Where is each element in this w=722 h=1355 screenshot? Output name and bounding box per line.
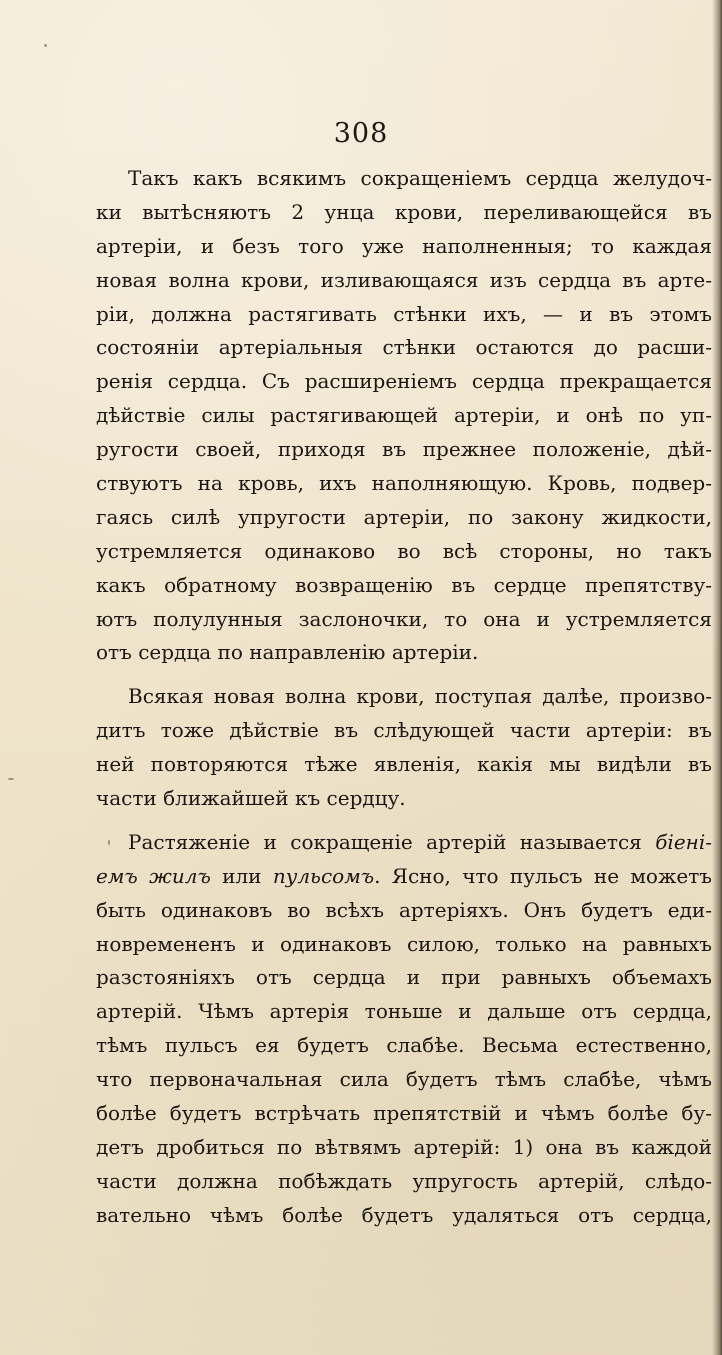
paper-speck <box>8 778 14 780</box>
page-number: 308 <box>333 118 389 149</box>
paper-speck <box>44 44 47 47</box>
text-line <box>96 860 712 894</box>
text-line <box>96 826 712 860</box>
text-line: новремененъ и одинаковъ силою, только на равныхъ <box>96 931 712 956</box>
text-line: состоянiи артерiальныя стѣнки остаются до расши- <box>96 335 712 360</box>
text-line: устремляется одинаково во всѣ стороны, но такъ <box>96 538 712 563</box>
text-line: ней повторяются тѣже явленiя, какiя мы видѣли въ <box>96 752 712 777</box>
paragraph <box>96 162 712 670</box>
paragraph <box>96 680 712 816</box>
text-line: дитъ тоже дѣйствiе въ слѣдующей части артерiи: въ <box>96 718 712 743</box>
text-line: новая волна крови, изливающаяся изъ сердца въ арте- <box>96 267 712 292</box>
paragraph-gap <box>96 816 712 826</box>
text-line: болѣе будетъ встрѣчать препятствiй и чѣмъ болѣе бу- <box>96 1101 712 1126</box>
text-line: Всякая новая волна крови, поступая далѣе, произво- <box>128 684 712 709</box>
text-span: . Ясно, что пульсъ не можетъ <box>374 863 712 888</box>
italic-term: бiенi- <box>655 829 712 854</box>
text-line: части должна побѣждать упругость артерiй, слѣдо- <box>96 1168 712 1193</box>
text-line: дѣйствiе силы растягивающей артерiи, и онѣ по уп- <box>96 403 712 428</box>
text-line: что первоначальная сила будетъ тѣмъ слабѣе, чѣмъ <box>96 1067 712 1092</box>
body-text <box>96 162 712 1233</box>
text-line: какъ обратному возвращенiю въ сердце препятству- <box>96 572 712 597</box>
text-line: ругости своей, приходя въ прежнее положенiе, дѣй- <box>96 437 712 462</box>
text-line: ки вытѣсняютъ 2 унца крови, переливающейся въ <box>96 199 712 224</box>
text-line: ренiя сердца. Съ расширенiемъ сердца прекращается <box>96 369 712 394</box>
text-span: Растяженiе и сокращенiе артерiй называется <box>128 829 656 854</box>
italic-term: емъ жилъ <box>96 863 211 888</box>
text-line: артерiи, и безъ того уже наполненныя; то каждая <box>96 233 712 258</box>
paragraph-gap <box>96 670 712 680</box>
text-line: вательно чѣмъ болѣе будетъ удаляться отъ сердца, <box>96 1202 712 1227</box>
text-line: Такъ какъ всякимъ сокращенiемъ сердца желудоч- <box>128 166 712 190</box>
text-line: гаясь силѣ упругости артерiи, по закону жидкости, <box>96 504 712 529</box>
text-line: ютъ полулунныя заслоночки, то она и устремляется <box>96 606 712 631</box>
text-line: рiи, должна растягивать стѣнки ихъ, — и въ этомъ <box>96 301 712 326</box>
text-line: разстоянiяхъ отъ сердца и при равныхъ объемахъ <box>96 965 712 990</box>
text-line: артерiй. Чѣмъ артерiя тоньше и дальше отъ сердца, <box>96 999 712 1024</box>
text-span: или <box>210 863 273 888</box>
text-line: детъ дробиться по вѣтвямъ артерiй: 1) она въ каждой <box>96 1134 712 1159</box>
text-line: части ближайшей къ сердцу. <box>96 786 406 811</box>
text-line: тѣмъ пульсъ ея будетъ слабѣе. Весьма естественно, <box>96 1033 712 1058</box>
text-line: ствуютъ на кровь, ихъ наполняющую. Кровь, подвер- <box>96 471 712 496</box>
paragraph <box>96 826 712 1233</box>
page-edge-shadow <box>712 0 722 1355</box>
text-line: быть одинаковъ во всѣхъ артерiяхъ. Онъ будетъ еди- <box>96 897 712 922</box>
italic-term: пульсомъ <box>272 863 375 888</box>
text-line: отъ сердца по направленiю артерiи. <box>96 640 479 665</box>
